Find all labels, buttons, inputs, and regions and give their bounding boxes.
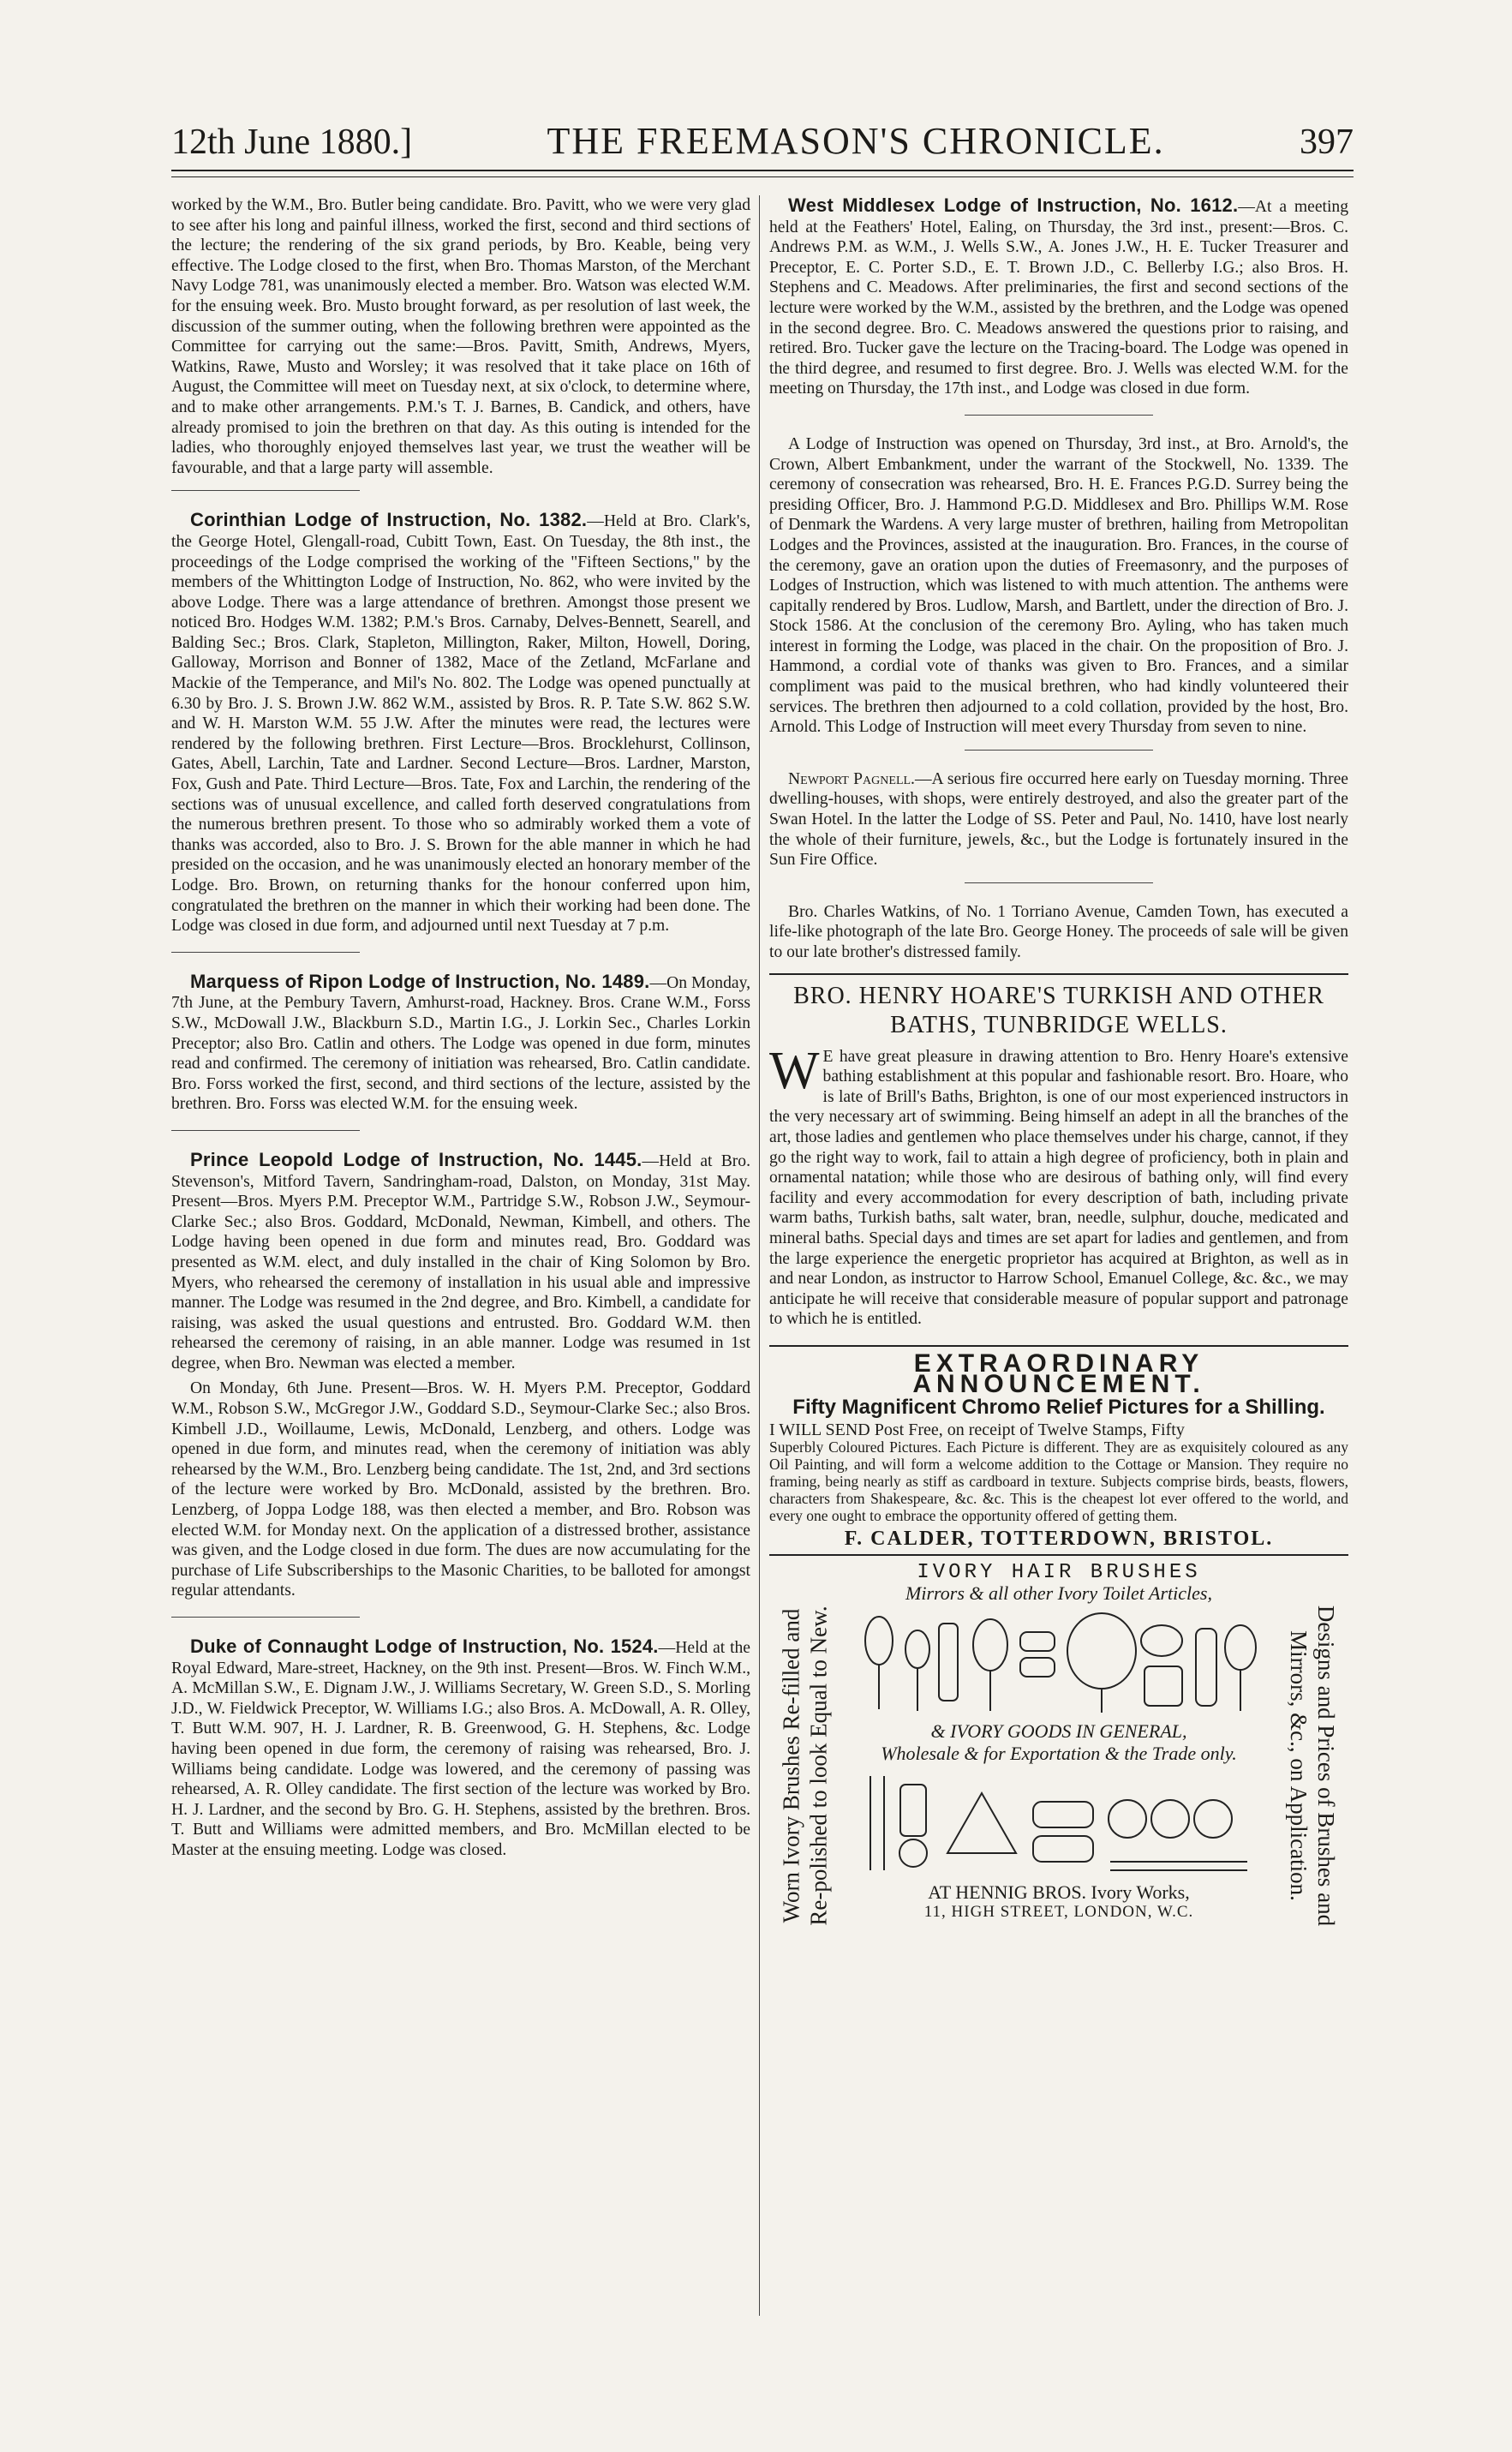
article-heading: Marquess of Ripon Lodge of Instruction, No. 1489.: [190, 970, 650, 992]
advert-title: EXTRAORDINARY ANNOUNCEMENT.: [912, 1349, 1205, 1398]
section-rule: [171, 490, 360, 491]
side-line: Designs and Prices of Brushes and: [1313, 1606, 1340, 1927]
article-ripon: [171, 972, 750, 1115]
baths-body: [769, 1041, 1348, 1330]
article-leopold: [171, 1150, 750, 1601]
article-stockwell: A Lodge of Instruction was opened on Thursday, 3rd inst., at Bro. Arnold's, the Crown, Albert Embankment, under the warrant of the Stockwell, No. 1339. The ceremony of consecration was rehearsed, Bro. H. E. Frances P.G.D. Surrey being the presiding Officer, Bro. J. Hammond P.G.D. Middlesex and Bro. Phillips W.M. Rose of Denmark the Wardens. A very large muster of brethren, hailing from Metropolitan Lodges and the Provinces, assisted at the inauguration. Bro. Frances, in the course of the ceremony, gave an oration upon the duties of Freemasonry, and the purposes of Lodges of Instruction, which was listened to with much attention. The anthems were capitally rendered by Bros. Ludlow, Marsh, and Bartlett, under the direction of Bro. J. Stock 1586. At the conclusion of the ceremony Bro. Ayling, who has taken much interest in forming the Lodge, was placed in the chair. On the proposition of Bro. J. Hammond, a cordial vote of thanks was given to Bro. Frances, and a similar compliment was paid to the musical brethren, who had kindly volunteered their services. The brethren then adjourned to a cold collation, provided by the host, Bro. Arnold. This Lodge of Instruction will meet every Thursday from seven to nine.: [769, 434, 1348, 737]
section-rule: [965, 882, 1153, 883]
brushes-engraving-icon: [853, 1606, 1264, 1718]
advert-extraordinary: [769, 1349, 1348, 1550]
article-heading: West Middlesex Lodge of Instruction, No. 1612.: [788, 194, 1239, 216]
advert-foot-1: AT HENNIG BROS. Ivory Works,: [928, 1881, 1190, 1903]
article-body: —Held at the Royal Edward, Mare-street, Hackney, on the 9th inst. Present—Bros. W. Finch W.M., A. McMillan S.W., E. Dignam J.W., J. Williams Secretary, W. Green S.D., S. Morling J.D., W. Fieldwick Preceptor, W. Williams I.G.; also Bros. A. McDowall, A. R. Olley, T. Butt W.M. 907, H. J. Lardner, R. B. Greenwood, G. H. Stephens, &c. Lodge having been opened in due form, the ceremony of raising was rehearsed, Bro. J. Williams being candidate. Lodge was lowered, and the ceremony of passing was rehearsed, A. R. Olley candidate. The first section of the lecture was worked by Bro. H. J. Lardner, and the second by Bro. G. H. Stephens, assisted by the brethren. Bros. T. Butt and Williams were admitted members, and Bro. McMillan elected to be Master at the ensuing meeting. Lodge was closed.: [171, 1639, 751, 1859]
left-column: [171, 195, 750, 1876]
article-body: —At a meeting held at the Feathers' Hotel, Ealing, on Thursday, the 3rd inst., present:—Bros. C. Andrews P.M. as W.M., J. Wells S.W., A. Jones J.W., H. E. Tucker Treasurer and Preceptor, E. C. Porter S.D., E. T. Brown J.D., C. Bellerby I.G.; also Bros. H. Stephens and C. Meadows. After preliminaries, the first and second sections of the lecture were worked by the W.M., assisted by the brethren, and the Lodge was opened in the second degree. Bro. C. Meadows answered the questions prior to raising, and retired. Bro. Tucker gave the lecture on the Tracing-board. The Lodge was opened in the third degree, and resumed to first degree. Bro. J. Wells was elected W.M. for the meeting on Thursday, the 17th inst., and Lodge was closed in due form.: [769, 198, 1349, 398]
advert-first-line: I WILL SEND Post Free, on receipt of Twelve Stamps, Fifty: [769, 1420, 1185, 1439]
advert-mid-1: & IVORY GOODS IN GENERAL,: [930, 1720, 1187, 1743]
advert-foot-2: 11, HIGH STREET, LONDON, W.C.: [923, 1903, 1194, 1922]
side-line: Worn Ivory Brushes Re-filled and: [779, 1608, 805, 1923]
article-body-2: On Monday, 6th June. Present—Bros. W. H. Myers P.M. Preceptor, Goddard W.M., Robson S.W., McGregor J.W., Goddard S.D., Seymour-Clarke Sec.; also Bros. Kimbell J.D., Woillaume, Lewis, McDonald, Lenzberg, and others. Lodge was opened in due form, and minutes read, when the ceremony of initiation was ably rehearsed by the W.M., Bro. Lenzberg being candidate. The 1st, 2nd, and 3rd sections of the lecture were worked by Bro. McDonald, assisted by the brethren. Bro. Lenzberg, of Joppa Lodge 188, was then elected a member, and Bro. Robson was elected W.M. for Monday next. On the application of a distressed brother, assistance was given, and the Lodge closed in due form. The dues are now accumulating for the purchase of Life Subscriberships to the Masonic Charities, to be balloted for amongst regular attendants.: [171, 1379, 750, 1600]
advert-body: [769, 1421, 1348, 1524]
column-divider: [759, 195, 760, 2316]
side-line: Mirrors, &c., on Application.: [1286, 1630, 1312, 1902]
baths-text: E have great pleasure in drawing attention to Bro. Henry Hoare's extensive bathing establishment at this popular and fashionable resort. Bro. Hoare, who is late of Brill's Baths, Brighton, is one of our most experienced instructors in the very necessary art of swimming. Being himself an adept in all the branches of the art, those ladies and gentlemen who place themselves under his charge, cannot, if they go the right way to work, fail to attain a high degree of proficiency, both in plain and ornamental natation; while those who are desirous of bathing only, will find every facility and every accommodation for every description of bath, including private warm baths, Turkish baths, salt water, bran, needle, sulphur, douche, medicated and mineral baths. Special days and times are set apart for ladies and gentlemen, and from the large experience the energetic proprietor has acquired at Brighton, as well as in and near London, as instructor to Harrow School, Emanuel College, &c. &c., we may anticipate he will receive that considerable measure of popular support and patronage to which he is entitled.: [769, 1047, 1348, 1329]
article-continuation: worked by the W.M., Bro. Butler being candidate. Bro. Pavitt, who we were very glad to see after his long and painful illness, worked the first, second and third sections of the lecture; the rendering of the six grand periods, by Bro. Keable, being very effective. The Lodge closed to the first, when Bro. Thomas Marston, of the Merchant Navy Lodge 781, was unanimously elected a member. Bro. Watson was elected W.M. for the ensuing week. Bro. Musto brought forward, as per resolution of last week, the discussion of the summer outing, when the following brethren were appointed as the Committee for carrying out the same:—Bros. Pavitt, Smith, Andrews, Myers, Watkins, Rawe, Musto and Worsley; it was resolved that it take place on 16th of August, the Committee will meet on Tuesday next, at six o'clock, to determine where, and to make other arrangements. P.M.'s T. J. Barnes, B. Candick, and others, have already promised to join the brethren on that day. As this outing is intended for the ladies, who thoroughly enjoyed themselves last year, we trust the weather will be favourable, and that a large party will assemble.: [171, 196, 750, 477]
masthead-rule: [171, 170, 1354, 177]
baths-title-line-2: BATHS, TUNBRIDGE WELLS.: [890, 1011, 1228, 1038]
article-heading: Duke of Connaught Lodge of Instruction, No. 1524.: [190, 1636, 659, 1657]
publication-title: THE FREEMASON'S CHRONICLE.: [547, 120, 1165, 162]
masthead: [171, 111, 1354, 163]
section-rule: [171, 1130, 360, 1131]
advert-ivory-brushes: [769, 1554, 1348, 1976]
article-baths: [769, 982, 1348, 1330]
article-watkins: Bro. Charles Watkins, of No. 1 Torriano Avenue, Camden Town, has executed a life-like photograph of the late Bro. George Honey. The proceeds of sale will be given to our late brother's distressed family.: [769, 902, 1348, 961]
issue-date: 12th June 1880.]: [171, 123, 413, 162]
advert-side-left: [769, 1564, 841, 1967]
baths-title-line-1: BRO. HENRY HOARE'S TURKISH AND OTHER: [793, 982, 1324, 1009]
article-heading: Prince Leopold Lodge of Instruction, No. 1445.: [190, 1148, 642, 1170]
article-lead: Newport Pagnell.: [788, 769, 915, 788]
advert-side-right: [1276, 1564, 1348, 1967]
baths-title: [769, 982, 1348, 1040]
section-rule: [965, 750, 1153, 751]
article-body: —Held at Bro. Clark's, the George Hotel, Glengall-road, Cubitt Town, East. On Tuesday, the 8th inst., the proceedings of the Lodge comprised the working of the "Fifteen Sections," by the members of the Whittington Lodge of Instruction, No. 862, who were invited by the above Lodge. There was a large attendance of brethren. Amongst those present we noticed Bro. Hodges W.M. 1382; P.M.'s Bros. Carnaby, Delves-Bennett, Searell, and Balding Sec.; Bros. Clark, Stapleton, Millington, Raker, Milton, Howell, Doring, Galloway, Morrison and Bonner of 1382, Mace of the Zetland, McFarlane and Mackie of the Temperance, and Mil's No. 802. The Lodge was opened punctually at 6.30 by Bro. J. S. Brown J.W. 862 W.M., assisted by Bros. R. P. Tate S.W. 862 S.W. and W. H. Marston W.M. 55 J.W. After the minutes were read, the lectures were rendered by the following brethren. First Lecture—Bros. Brocklehurst, Collinson, Gates, Abell, Larchin, Tate and Lardner. Second Lecture—Bros. Lardner, Marston, Fox, Gush and Pate. Third Lecture—Bros. Tate, Fox and Larchin, the rendering of the sections was of unusual excellence, and called forth deserved congratulations from the numerous brethren present. To those who so admirably worked them a vote of thanks was accorded, also to Bro. J. S. Brown for the able manner in which he had presided on the occasion, and he was unanimously elected an honorary member of the Lodge. Bro. Brown, on returning thanks for the honour conferred upon him, congratulated the brethren on the manner in which their working had been done. The Lodge was closed in due form, and adjourned until next Tuesday at 7 p.m.: [171, 512, 750, 936]
article-body: —On Monday, 7th June, at the Pembury Tavern, Amhurst-road, Hackney. Bros. Crane W.M., Forss S.W., McDowall J.W., Blackburn S.D., Martin I.G., J. Lorkin Sec., Charles Lorkin Preceptor; also Bro. Catlin and others. The Lodge was opened in due form, minutes read and confirmed. The ceremony of initiation was rehearsed, Bro. Catlin candidate. Bro. Forss worked the first, second, and third sections of the lecture, assisted by the brethren. Bro. Forss was elected W.M. for the ensuing week.: [171, 973, 750, 1114]
article-connaught: [171, 1636, 750, 1861]
section-rule: [769, 973, 1348, 975]
side-line: Re-polished to look Equal to New.: [806, 1606, 833, 1926]
advert-text: Superbly Coloured Pictures. Each Picture is different. They are as exquisitely coloured as any Oil Painting, and will form a welcome addition to the Cottage or Mansion. They require no framing, being nearly as stiff as cardboard in texture. Subjects comprise birds, beasts, flowers, characters from Shakespeare, &c. &c. This is the cheapest lot ever offered to the world, and every one ought to embrace the opportunity offered of getting them.: [769, 1438, 1348, 1524]
page-number: 397: [1299, 123, 1354, 162]
drop-cap: W: [769, 1041, 820, 1100]
advert-head: IVORY HAIR BRUSHES: [917, 1561, 1201, 1585]
article-body: —A serious fire occurred here early on Tuesday morning. Three dwelling-houses, with shops, were entirely destroyed, and also the greater part of the Swan Hotel. In the latter the Lodge of SS. Peter and Paul, No. 1410, have lost nearly the whole of their furniture, jewels, &c., but the Lodge is fortunately insured in the Sun Fire Office.: [769, 769, 1349, 870]
right-column: [769, 195, 1348, 1976]
advert-side-right-text: [1285, 1606, 1340, 1926]
advert-sub: Mirrors & all other Ivory Toilet Articles,: [905, 1582, 1212, 1604]
article-west-middlesex: [769, 195, 1348, 399]
article-heading: Corinthian Lodge of Instruction, No. 1382.: [190, 509, 588, 531]
ivory-goods-engraving-icon: [853, 1767, 1264, 1879]
advert-mid-2: Wholesale & for Exportation & the Trade only.: [881, 1743, 1237, 1765]
article-body: —Held at Bro. Stevenson's, Mitford Tavern, Sandringham-road, Dalston, on Monday, 31st May. Present—Bros. Myers P.M. Preceptor W.M., Partridge S.W., Robson J.W., Seymour-Clarke Sec.; also Bros. Goddard, McDonald, Newman, Kimbell, and others. The Lodge having been opened in due form and minutes read, Bro. Goddard was presented as W.M. elect, and duly installed in the chair of King Solomon by Bro. Myers, who rehearsed the ceremony of installation in his usual able and impressive manner. The Lodge was resumed in the 2nd degree, and Bro. Kimbell, a candidate for raising, was asked the usual questions and entrusted. Bro. Goddard W.M. then rehearsed the ceremony of raising, in an able manner. Lodge was resumed in 1st degree, when Bro. Newman was elected a member.: [171, 1151, 750, 1373]
advert-side-left-text: [778, 1606, 833, 1926]
article-corinthian: [171, 510, 750, 936]
section-rule: [965, 415, 1153, 416]
article-newport-pagnell: [769, 769, 1348, 870]
advert-rule: [769, 1345, 1348, 1347]
section-rule: [171, 952, 360, 953]
advert-signature: F. CALDER, TOTTERDOWN, BRISTOL.: [844, 1527, 1274, 1550]
section-rule: [171, 1617, 360, 1618]
advert-subtitle: Fifty Magnificent Chromo Relief Pictures for a Shilling.: [792, 1396, 1325, 1420]
advert-center: [845, 1563, 1273, 1976]
